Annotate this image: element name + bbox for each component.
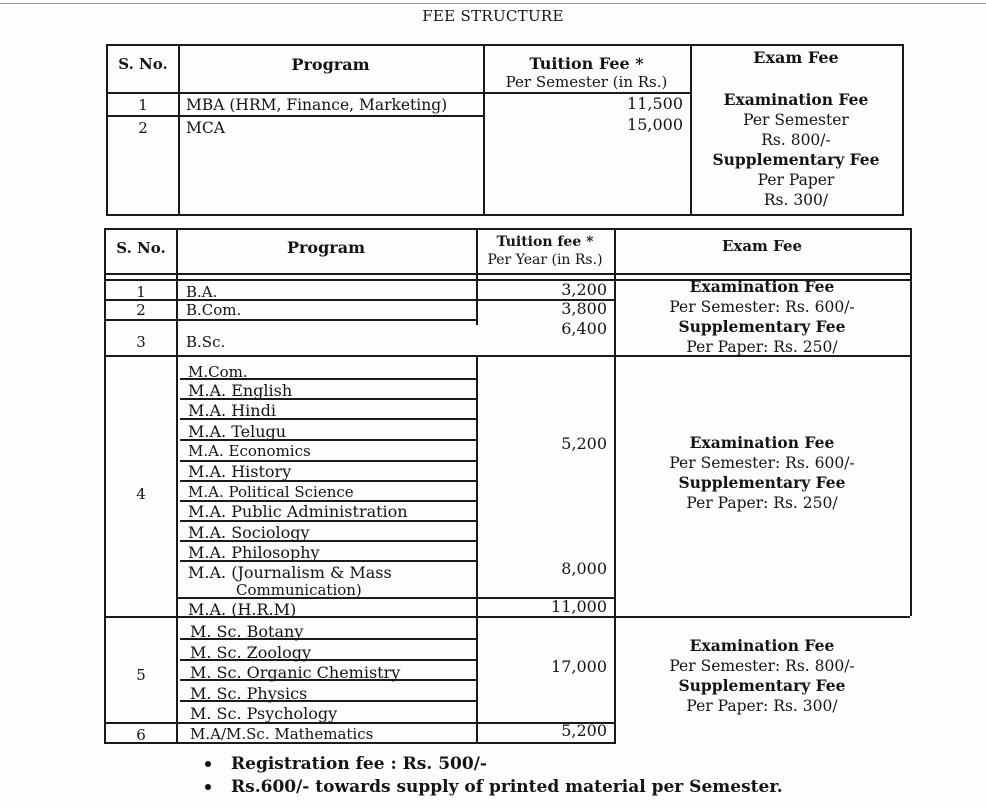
t2-program: M.A. Philosophy bbox=[188, 543, 320, 562]
t2-group5-fee: 17,000 bbox=[551, 657, 607, 676]
t2-row2-program: B.Com. bbox=[186, 301, 242, 319]
t2-program: M.A. Hindi bbox=[188, 401, 276, 420]
t2-program-hrm: M.A. (H.R.M) bbox=[188, 600, 297, 619]
t2-row3-program: B.Sc. bbox=[186, 333, 226, 351]
t2-exam-block-5 bbox=[614, 636, 910, 716]
t1-row1-program: MBA (HRM, Finance, Marketing) bbox=[186, 96, 448, 114]
bullet-icon bbox=[205, 784, 211, 790]
t2-program: M.A. Political Science bbox=[188, 483, 354, 501]
t2-header-program: Program bbox=[286, 238, 366, 257]
t1-exam-line: Supplementary Fee bbox=[712, 150, 880, 169]
page-top-rule bbox=[0, 3, 986, 4]
t2-program: M.A. History bbox=[188, 462, 292, 481]
t2-program: M. Sc. Zoology bbox=[190, 643, 312, 662]
t2-exam-line: Examination Fee bbox=[689, 636, 835, 655]
t2-header-sno: S. No. bbox=[116, 239, 166, 257]
t2-program: M. Sc. Physics bbox=[190, 684, 308, 703]
t2-journalism-fee: 8,000 bbox=[561, 559, 607, 578]
t2-col-divider bbox=[476, 357, 478, 744]
note-printed-material: Rs.600/- towards supply of printed material per Semester. bbox=[231, 776, 783, 797]
t2-col-divider bbox=[176, 230, 178, 744]
t2-program: M.A. Telugu bbox=[188, 422, 287, 441]
t1-row2-sno: 2 bbox=[138, 119, 148, 137]
t2-exam-block-4 bbox=[614, 433, 910, 513]
t1-row1-sno: 1 bbox=[138, 96, 148, 114]
t2-program: M.A. Public Administration bbox=[188, 502, 408, 521]
t1-row2-program: MCA bbox=[186, 119, 225, 137]
t1-header-tuition-sub: Per Semester (in Rs.) bbox=[505, 73, 668, 91]
t2-exam-line: Supplementary Fee bbox=[678, 676, 846, 695]
t2-right-border bbox=[910, 230, 912, 616]
t2-row6-program: M.A/M.Sc. Mathematics bbox=[190, 725, 374, 743]
t2-exam-line: Per Semester: Rs. 600/- bbox=[669, 298, 855, 316]
t2-program-journalism: M.A. (Journalism & Mass bbox=[188, 563, 392, 582]
t2-group4-sno: 4 bbox=[136, 485, 146, 503]
t2-header-tuition: Tuition fee * bbox=[496, 234, 594, 250]
t1-header-program: Program bbox=[291, 55, 370, 74]
t2-row2-sno: 2 bbox=[136, 301, 146, 319]
t1-exam-line: Rs. 300/ bbox=[763, 191, 829, 209]
t2-header-rule bbox=[106, 273, 910, 275]
t1-row2-fee: 15,000 bbox=[627, 115, 683, 134]
t2-program: M. Sc. Organic Chemistry bbox=[190, 663, 401, 682]
t2-row2-fee: 3,800 bbox=[561, 299, 607, 318]
t2-row1-sno: 1 bbox=[136, 283, 146, 301]
t2-program-journalism-cont: Communication) bbox=[236, 581, 362, 599]
t2-exam-line: Per Semester: Rs. 600/- bbox=[669, 454, 855, 472]
t2-program: M.Com. bbox=[188, 363, 248, 381]
fee-table-semester bbox=[106, 44, 904, 216]
t2-exam-line: Per Paper: Rs. 250/ bbox=[686, 338, 838, 356]
t2-exam-line: Supplementary Fee bbox=[678, 473, 846, 492]
note-item bbox=[205, 775, 783, 798]
t1-row1-fee: 11,500 bbox=[627, 94, 683, 113]
t2-row3-sno: 3 bbox=[136, 333, 146, 351]
t2-exam-block-a bbox=[614, 277, 910, 357]
t2-program: M.A. Economics bbox=[188, 442, 311, 460]
t2-row6-fee: 5,200 bbox=[561, 721, 607, 740]
t2-exam-line: Per Semester: Rs. 800/- bbox=[669, 657, 855, 675]
t2-program: M. Sc. Botany bbox=[190, 622, 304, 641]
note-registration-fee: Registration fee : Rs. 500/- bbox=[231, 753, 487, 774]
t2-program: M. Sc. Psychology bbox=[190, 704, 338, 723]
t1-header-exam: Exam Fee bbox=[753, 48, 839, 67]
t2-row1-fee: 3,200 bbox=[561, 280, 607, 299]
t1-exam-line: Rs. 800/- bbox=[761, 131, 831, 149]
t1-exam-line: Per Paper bbox=[757, 171, 835, 189]
t1-exam-line: Examination Fee bbox=[723, 90, 869, 109]
t1-header-tuition: Tuition Fee * bbox=[529, 54, 644, 73]
t2-row3-fee: 6,400 bbox=[561, 319, 607, 338]
t2-exam-line: Examination Fee bbox=[689, 433, 835, 452]
t2-hrm-fee: 11,000 bbox=[551, 597, 607, 616]
t1-exam-line: Per Semester bbox=[743, 111, 849, 129]
t2-program: M.A. Sociology bbox=[188, 523, 310, 542]
t2-exam-line: Examination Fee bbox=[689, 277, 835, 296]
t2-row6-sno: 6 bbox=[136, 726, 146, 744]
t2-header-tuition-sub: Per Year (in Rs.) bbox=[487, 252, 603, 268]
t2-program: M.A. English bbox=[188, 381, 293, 400]
t2-exam-line: Supplementary Fee bbox=[678, 317, 846, 336]
t2-exam-line: Per Paper: Rs. 300/ bbox=[686, 697, 838, 715]
t1-exam-fee-block bbox=[690, 90, 902, 210]
t2-row1-program: B.A. bbox=[186, 283, 218, 301]
t2-group4-fee: 5,200 bbox=[561, 434, 607, 453]
t1-row-rule bbox=[108, 115, 483, 117]
bullet-icon bbox=[205, 761, 211, 767]
note-item bbox=[205, 752, 783, 775]
fee-notes bbox=[205, 752, 783, 798]
t2-header-exam: Exam Fee bbox=[721, 237, 803, 255]
fee-table-yearly bbox=[104, 228, 912, 744]
t2-group5-sno: 5 bbox=[136, 666, 146, 684]
page-title: FEE STRUCTURE bbox=[422, 7, 564, 25]
t1-header-sno: S. No. bbox=[118, 55, 168, 73]
t2-exam-line: Per Paper: Rs. 250/ bbox=[686, 494, 838, 512]
